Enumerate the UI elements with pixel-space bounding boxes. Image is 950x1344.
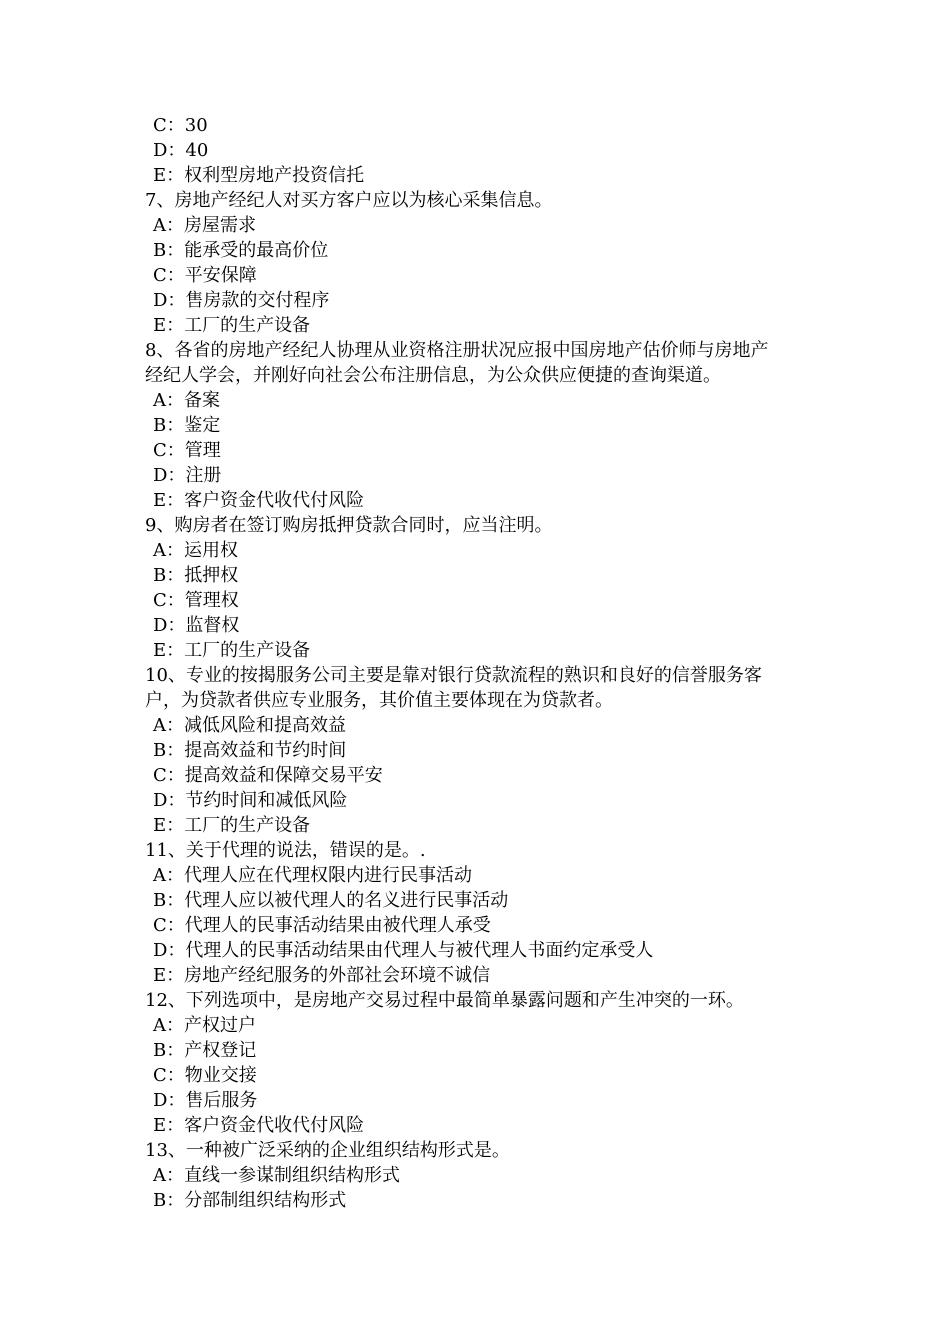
answer-option: D：监督权	[153, 615, 240, 636]
answer-option: A：减低风险和提高效益	[153, 715, 346, 736]
answer-option: A：房屋需求	[153, 215, 256, 236]
answer-option: B：能承受的最高价位	[153, 240, 329, 261]
answer-option: A：运用权	[153, 540, 238, 561]
question-text: 9、购房者在签订购房抵押贷款合同时，应当注明。	[145, 515, 553, 536]
question-text: 经纪人学会，并刚好向社会公布注册信息，为公众供应便捷的查询渠道。	[145, 365, 721, 386]
answer-option: A：产权过户	[153, 1015, 256, 1036]
answer-option: E：客户资金代收代付风险	[153, 1115, 365, 1136]
answer-option: D：代理人的民事活动结果由代理人与被代理人书面约定承受人	[153, 940, 654, 961]
answer-option: C：管理权	[153, 590, 239, 611]
answer-option: B：分部制组织结构形式	[153, 1190, 347, 1211]
answer-option: A：直线一参谋制组织结构形式	[153, 1165, 400, 1186]
answer-option: D：注册	[153, 465, 222, 486]
answer-option: E：房地产经纪服务的外部社会环境不诚信	[153, 965, 491, 986]
question-list	[145, 113, 825, 1213]
question-text: 户，为贷款者供应专业服务，其价值主要体现在为贷款者。	[145, 690, 613, 711]
question-text: 11、关于代理的说法，错误的是。.	[145, 840, 426, 861]
answer-option: E：工厂的生产设备	[153, 315, 311, 336]
answer-option: A：备案	[153, 390, 220, 411]
answer-option: D：节约时间和减低风险	[153, 790, 348, 811]
answer-option: C：提高效益和保障交易平安	[153, 765, 383, 786]
answer-option: E：客户资金代收代付风险	[153, 490, 365, 511]
answer-option: B：代理人应以被代理人的名义进行民事活动	[153, 890, 509, 911]
answer-option: B：鉴定	[153, 415, 221, 436]
answer-option: D：售房款的交付程序	[153, 290, 330, 311]
question-text: 10、专业的按揭服务公司主要是靠对银行贷款流程的熟识和良好的信誉服务客	[145, 665, 762, 686]
answer-option: E：工厂的生产设备	[153, 640, 311, 661]
question-text: 13、一种被广泛采纳的企业组织结构形式是。	[145, 1140, 510, 1161]
answer-option: E：工厂的生产设备	[153, 815, 311, 836]
answer-option: E：权利型房地产投资信托	[153, 165, 365, 186]
question-text: 7、房地产经纪人对买方客户应以为核心采集信息。	[145, 190, 553, 211]
answer-option: D：40	[153, 140, 209, 161]
answer-option: C：物业交接	[153, 1065, 257, 1086]
answer-option: B：提高效益和节约时间	[153, 740, 347, 761]
answer-option: C：平安保障	[153, 265, 257, 286]
answer-option: C：管理	[153, 440, 221, 461]
question-text: 8、各省的房地产经纪人协理从业资格注册状况应报中国房地产估价师与房地产	[145, 340, 769, 361]
answer-option: C：代理人的民事活动结果由被代理人承受	[153, 915, 491, 936]
answer-option: C：30	[153, 115, 208, 136]
answer-option: B：产权登记	[153, 1040, 257, 1061]
question-text: 12、下列选项中，是房地产交易过程中最简单暴露问题和产生冲突的一环。	[145, 990, 744, 1011]
answer-option: B：抵押权	[153, 565, 239, 586]
answer-option: A：代理人应在代理权限内进行民事活动	[153, 865, 472, 886]
answer-option: D：售后服务	[153, 1090, 258, 1111]
